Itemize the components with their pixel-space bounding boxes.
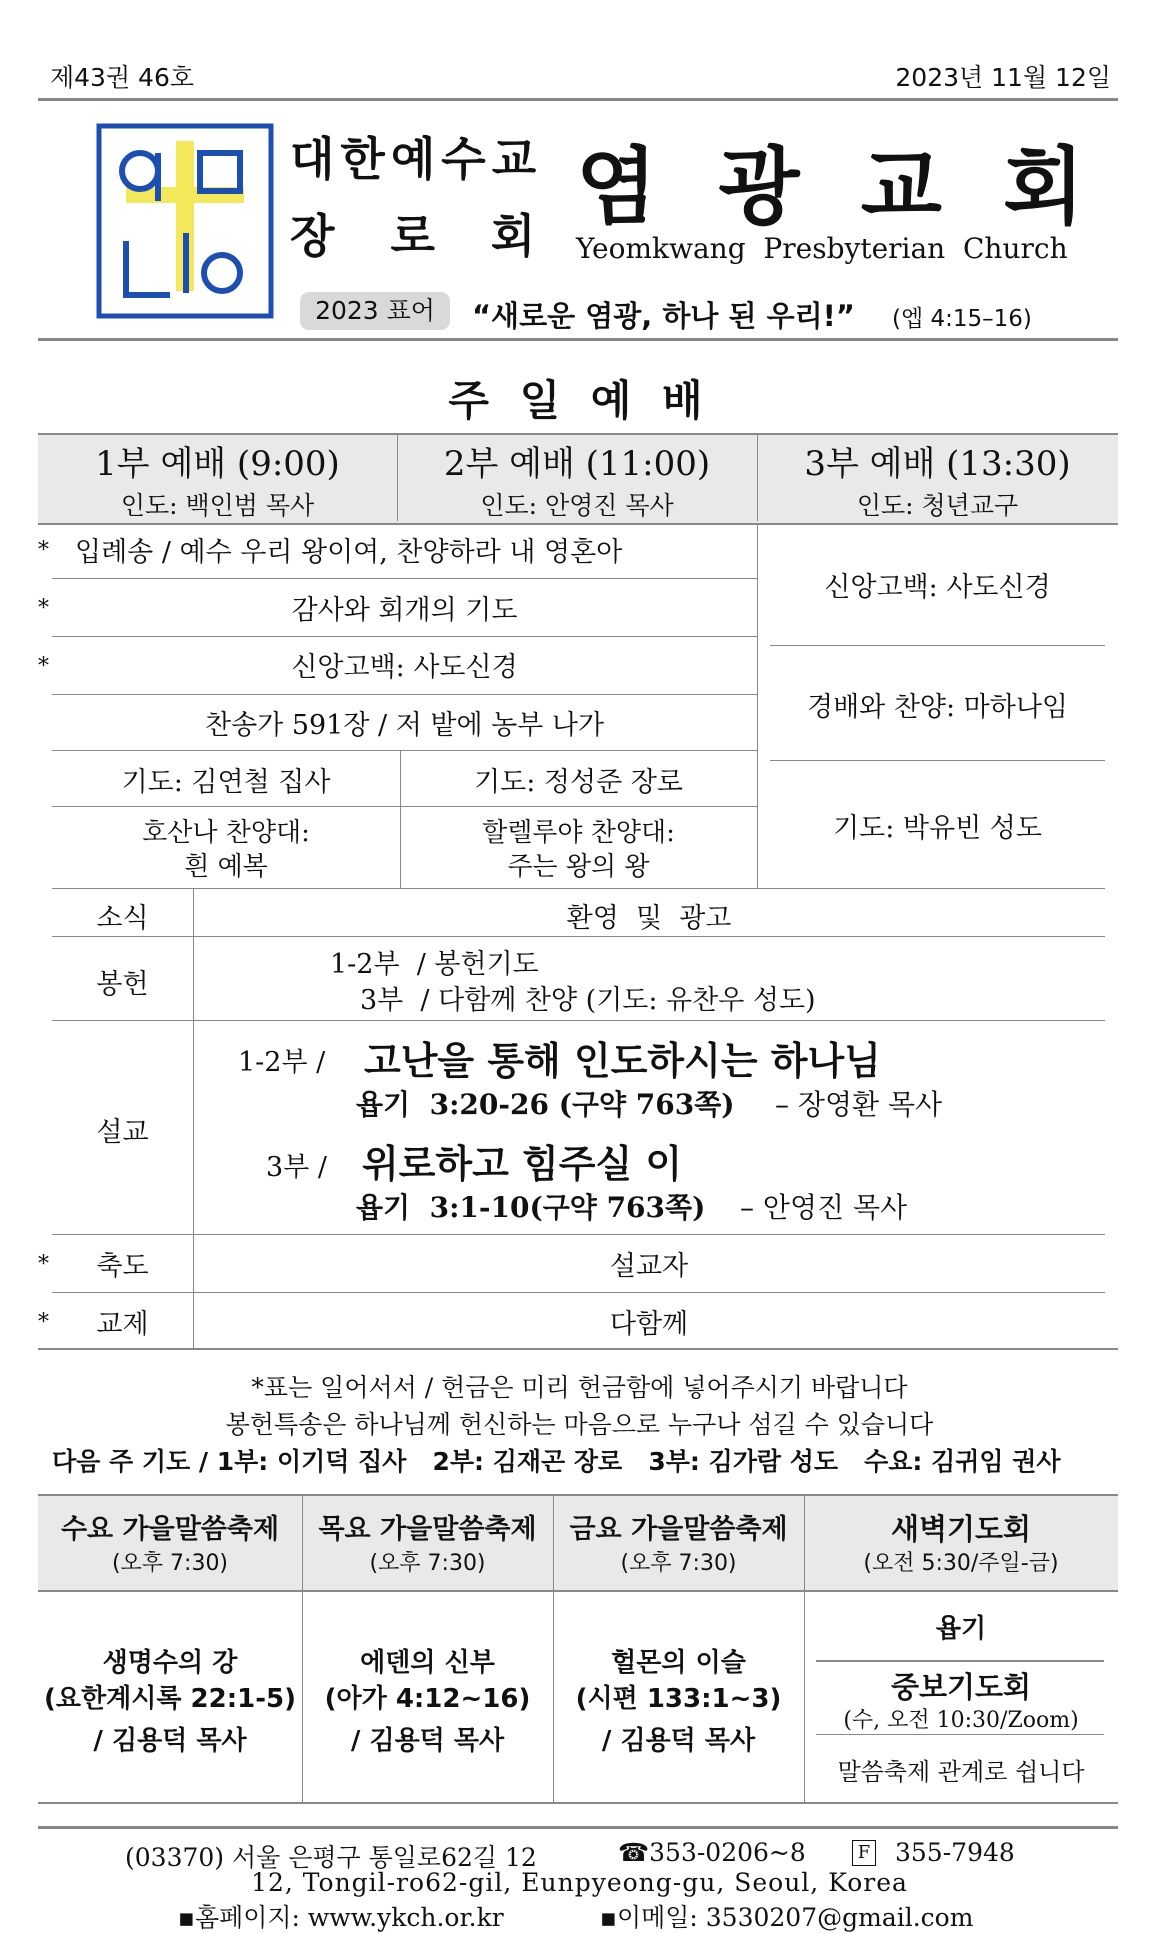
prayer-service-1: 기도: 김연철 집사: [121, 767, 331, 798]
offering-label: 봉헌: [96, 969, 149, 1000]
thursday-sermon-preacher: / 김용덕 목사: [350, 1726, 505, 1756]
friday-sermon-ref: (시편 133:1~3): [575, 1684, 782, 1714]
intercession-title: 중보기도회: [890, 1670, 1032, 1704]
service-3-praise: 경배와 찬양: 마하나임: [807, 692, 1068, 723]
prayer-of-confession: 감사와 회개의 기도: [291, 595, 518, 626]
fax-number: 355-7948: [895, 1838, 1015, 1867]
friday-festival-title: 금요 가을말씀축제: [569, 1514, 788, 1545]
thursday-festival-title: 목요 가을말씀축제: [318, 1514, 537, 1545]
news-value: 환영 및 광고: [566, 903, 732, 934]
rule: [52, 750, 757, 751]
sermon-1-title: 고난을 통해 인도하시는 하나님: [364, 1039, 881, 1083]
dawn-prayer-time: (오전 5:30/주일-금): [863, 1551, 1059, 1576]
intercession-note: 말씀축제 관계로 쉽니다: [837, 1758, 1085, 1786]
intercession-time: (수, 오전 10:30/Zoom): [843, 1708, 1079, 1733]
rule: [52, 1020, 1105, 1021]
wednesday-sermon-title: 생명수의 강: [102, 1648, 238, 1678]
rule: [52, 888, 1105, 889]
fax-icon: F: [852, 1840, 876, 1866]
service-3-prayer: 기도: 박유빈 성도: [833, 813, 1042, 844]
wednesday-festival-time: (오후 7:30): [111, 1551, 229, 1576]
offering-line-2: 3부 / 다함께 찬양 (기도: 유찬우 성도): [360, 985, 816, 1016]
rule: [52, 1292, 1105, 1293]
sermon-2-reference: 욥기 3:1-10(구약 763쪽): [356, 1191, 706, 1224]
standing-marker: *: [38, 654, 49, 679]
next-week-prayers: 다음 주 기도 / 1부: 이기덕 집사 2부: 김재곤 장로 3부: 김가람 성도 수요: 김귀임 권사: [52, 1447, 1061, 1476]
service-1-leader: 인도: 백인범 목사: [120, 491, 315, 520]
church-logo: [96, 123, 274, 319]
sermon-2-title: 위로하고 힘주실 이: [362, 1142, 683, 1186]
note-special-offering: 봉헌특송은 하나님께 헌신하는 마음으로 누구나 섬길 수 있습니다: [225, 1410, 934, 1439]
service-3-leader: 인도: 청년교구: [856, 491, 1019, 520]
header-top-rule: [38, 98, 1118, 101]
header-bottom-rule: [38, 338, 1118, 341]
benediction-value: 설교자: [609, 1251, 689, 1282]
creed: 신앙고백: 사도신경: [291, 652, 518, 683]
rule: [52, 636, 757, 637]
hymn: 찬송가 591장 / 저 밭에 농부 나가: [204, 710, 605, 741]
address: (03370) 서울 은평구 통일로62길 12: [125, 1843, 537, 1872]
fellowship-value: 다함께: [609, 1309, 689, 1340]
denomination-line2: 장 로 회: [290, 209, 544, 263]
rule: [52, 936, 1105, 937]
service-1-title: 1부 예배 (9:00): [95, 444, 340, 484]
sermon-2-part: 3부 /: [266, 1152, 327, 1183]
sermon-1-part: 1-2부 /: [238, 1047, 326, 1078]
thursday-festival-time: (오후 7:30): [369, 1551, 486, 1576]
rule: [770, 645, 1105, 646]
standing-marker: *: [38, 596, 49, 621]
choir-2-song: 주는 왕의 왕: [507, 852, 650, 882]
note-standing: *표는 일어서서 / 헌금은 미리 헌금함에 넣어주시기 바랍니다: [251, 1373, 908, 1402]
prayer-service-2: 기도: 정성준 장로: [474, 767, 683, 798]
issue-date: 2023년 11월 12일: [895, 63, 1111, 92]
news-label: 소식: [96, 903, 149, 934]
thursday-sermon-title: 에덴의 신부: [360, 1648, 495, 1678]
service-3-title: 3부 예배 (13:30): [804, 444, 1071, 484]
rule: [52, 1234, 1105, 1235]
sermon-1-reference: 욥기 3:20-26 (구약 763쪽): [356, 1088, 735, 1121]
rule: [52, 578, 757, 579]
motto-tag: 2023 표어: [300, 292, 450, 330]
address-english: 12, Tongil-ro62-gil, Eunpyeong-gu, Seoul, Korea: [251, 1868, 908, 1897]
homepage-link[interactable]: ▪홈페이지: www.ykch.or.kr: [178, 1903, 504, 1932]
standing-marker: *: [38, 538, 49, 563]
dawn-prayer-title: 새벽기도회: [890, 1512, 1032, 1546]
choir-1-song: 흰 예복: [184, 852, 268, 882]
footer-top-rule: [38, 1826, 1118, 1829]
motto-text: “새로운 염광, 하나 된 우리!”: [472, 299, 855, 333]
choir-2-name: 할렐루야 찬양대:: [482, 818, 675, 848]
sermon-1-preacher: – 장영환 목사: [775, 1088, 943, 1121]
choir-1-name: 호산나 찬양대:: [142, 818, 310, 848]
motto-reference: (엡 4:15–16): [892, 306, 1032, 332]
rule: [52, 694, 757, 695]
sermon-label: 설교: [96, 1117, 149, 1148]
wednesday-sermon-ref: (요한계시록 22:1-5): [44, 1684, 296, 1714]
intercession-top-rule: [816, 1660, 1104, 1662]
phone-number: ☎353-0206~8: [618, 1838, 806, 1867]
benediction-label: 축도: [96, 1251, 149, 1282]
events-bottom-rule: [38, 1802, 1118, 1804]
friday-sermon-title: 헐몬의 이슬: [611, 1648, 746, 1678]
denomination-line1: 대한예수교: [290, 132, 543, 186]
opening-hymn: 입례송 / 예수 우리 왕이여, 찬양하라 내 영혼아: [75, 537, 623, 568]
intercession-bottom-rule: [816, 1734, 1104, 1735]
wednesday-festival-title: 수요 가을말씀축제: [60, 1514, 280, 1545]
friday-sermon-preacher: / 김용덕 목사: [601, 1726, 756, 1756]
volume-number: 제43권 46호: [50, 63, 195, 92]
thursday-sermon-ref: (아가 4:12~16): [324, 1684, 531, 1714]
church-name: 염 광 교 회: [576, 138, 1101, 236]
standing-marker: *: [38, 1310, 49, 1335]
offering-line-1: 1-2부 / 봉헌기도: [330, 949, 539, 980]
section-title: 주 일 예 배: [448, 376, 711, 425]
service-2-title: 2부 예배 (11:00): [443, 444, 711, 484]
rule: [52, 806, 757, 807]
sermon-2-preacher: – 안영진 목사: [740, 1191, 908, 1224]
friday-festival-time: (오후 7:30): [620, 1551, 737, 1576]
email-link[interactable]: ▪이메일: 3530207@gmail.com: [600, 1903, 974, 1932]
dawn-prayer-text: 욥기: [935, 1614, 987, 1644]
service-2-leader: 인도: 안영진 목사: [480, 491, 674, 520]
standing-marker: *: [38, 1252, 49, 1277]
worship-bottom-rule: [38, 1348, 1118, 1350]
service-3-creed: 신앙고백: 사도신경: [824, 572, 1051, 603]
wednesday-sermon-preacher: / 김용덕 목사: [93, 1726, 247, 1756]
rule: [770, 760, 1105, 761]
church-name-english: Yeomkwang Presbyterian Church: [576, 232, 1068, 265]
fellowship-label: 교제: [96, 1309, 149, 1340]
